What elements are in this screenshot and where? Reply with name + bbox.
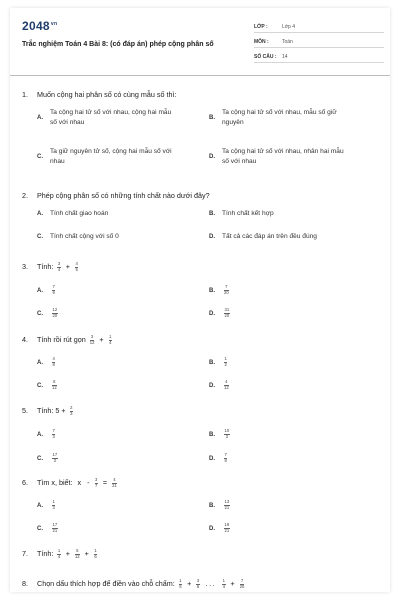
fraction: $\frac{2}{3}$ <box>70 405 73 416</box>
q6-option-b[interactable]: B. $\frac{13}{21}$ <box>209 499 230 510</box>
q2-option-c[interactable]: C. Tính chất cộng với số 0 <box>37 233 119 240</box>
q2-option-a[interactable]: A. Tính chất giao hoán <box>37 210 109 217</box>
q1-option-b[interactable]: B. Ta cộng hai tử số với nhau, mẫu số giữ nguyên <box>209 109 337 126</box>
q5-option-b[interactable]: B. $\frac{10}{3}$ <box>209 428 230 439</box>
question-7: 7. Tính: $\frac{1}{4}$ + $\frac{5}{12}$ + $\frac{1}{6}$ <box>22 548 97 559</box>
fraction: $\frac{3}{7}$ <box>95 477 98 488</box>
fraction: $\frac{3}{4}$ <box>57 261 61 272</box>
q2-option-d[interactable]: D. Tất cả các đáp án trên đều đúng <box>209 233 317 240</box>
q3-option-b[interactable]: B. $\frac{7}{20}$ <box>209 284 229 295</box>
logo: $2048^{vn}$ <box>22 19 58 33</box>
worksheet-page <box>10 8 390 592</box>
fraction: $\frac{7}{20}$ <box>239 578 245 589</box>
q6-option-c[interactable]: C. $\frac{17}{21}$ <box>37 522 58 533</box>
q4-option-a[interactable]: A. $\frac{4}{8}$ <box>37 356 55 367</box>
q1-option-c[interactable]: C. Ta giữ nguyên tử số, cộng hai mẫu số với nhau <box>37 148 172 165</box>
q1-option-a[interactable]: A. Ta cộng hai tử số với nhau, cộng hai mẫu số với nhau <box>37 109 172 126</box>
page-title: Trắc nghiệm Toán 4 Bài 8: (có đáp án) phép cộng phân số <box>22 41 214 48</box>
fraction: $\frac{1}{4}$ <box>109 334 112 345</box>
q6-option-d[interactable]: D. $\frac{19}{21}$ <box>209 522 230 533</box>
meta-grade: LỚP : Lớp 4 <box>254 20 384 33</box>
meta-question-count: SỐ CÂU : 14 <box>254 50 384 63</box>
q4-option-b[interactable]: B. $\frac{1}{2}$ <box>209 356 227 367</box>
question-8: 8. Chọn dấu thích hợp để điền vào chỗ chấm: $\frac{1}{5}$ + $\frac{3}{5}$ ... $\frac{1}{4}$ + $\frac{7}{20}$ <box>22 578 245 589</box>
question-4: 4. Tính rồi rút gọn $\frac{3}{12}$ + $\frac{1}{4}$ <box>22 334 112 345</box>
q5-option-d[interactable]: D. $\frac{7}{8}$ <box>209 452 227 463</box>
meta-subject: MÔN : Toán <box>254 35 384 48</box>
question-6: 6. Tìm x, biết: x - $\frac{3}{7}$ = $\frac{4}{21}$ <box>22 477 117 488</box>
q1-option-d[interactable]: D. Ta cộng hai tử số với nhau, nhân hai mẫu số với nhau <box>209 148 344 165</box>
header <box>10 8 390 76</box>
fraction: $\frac{1}{6}$ <box>94 548 97 559</box>
q3-option-a[interactable]: A. $\frac{7}{9}$ <box>37 284 55 295</box>
fraction: $\frac{4}{5}$ <box>75 261 78 272</box>
question-5: 5. Tính: 5 + $\frac{2}{3}$ <box>22 405 73 416</box>
q3-option-d[interactable]: D. $\frac{31}{20}$ <box>209 307 230 318</box>
q5-option-c[interactable]: C. $\frac{17}{3}$ <box>37 452 58 463</box>
q4-option-c[interactable]: C. $\frac{6}{12}$ <box>37 379 57 390</box>
question-1: 1. Muốn cộng hai phân số có cùng mẫu số thì: <box>22 90 177 99</box>
fraction: $\frac{3}{5}$ <box>196 578 200 589</box>
fraction: $\frac{5}{12}$ <box>74 548 80 559</box>
q4-option-d[interactable]: D. $\frac{4}{12}$ <box>209 379 229 390</box>
q2-option-b[interactable]: B. Tính chất kết hợp <box>209 210 274 217</box>
q3-option-c[interactable]: C. $\frac{12}{20}$ <box>37 307 58 318</box>
question-3: 3. Tính: $\frac{3}{4}$ + $\frac{4}{5}$ <box>22 261 78 272</box>
question-2: 2. Phép cộng phân số có những tính chất nào dưới đây? <box>22 191 210 200</box>
fraction: $\frac{4}{21}$ <box>112 477 117 488</box>
q5-option-a[interactable]: A. $\frac{7}{3}$ <box>37 428 55 439</box>
fraction: $\frac{1}{5}$ <box>179 578 182 589</box>
fraction: $\frac{1}{4}$ <box>57 548 61 559</box>
fraction: $\frac{1}{4}$ <box>222 578 226 589</box>
fraction: $\frac{3}{12}$ <box>89 334 95 345</box>
q6-option-a[interactable]: A. $\frac{1}{3}$ <box>37 499 55 510</box>
